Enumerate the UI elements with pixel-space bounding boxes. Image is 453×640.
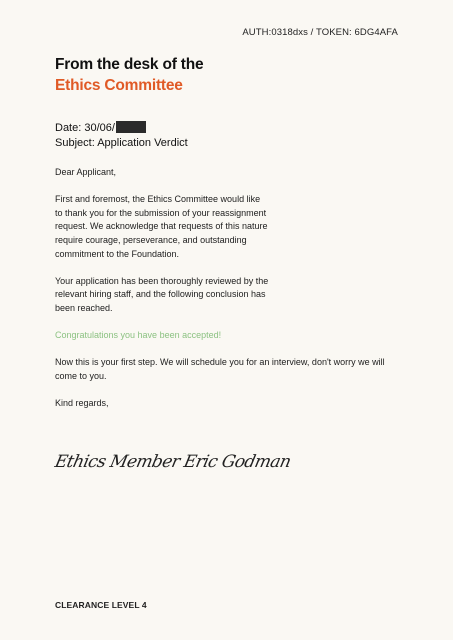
date-text: Date: 30/06/ [55, 122, 115, 134]
closing: Kind regards, [55, 398, 109, 409]
letterhead-line-2: Ethics Committee [55, 77, 183, 94]
salutation: Dear Applicant, [55, 167, 117, 177]
paragraph-review: Your application has been thoroughly reviewed by the relevant hiring staff, and the following conclusion has been reached. [55, 275, 269, 313]
paragraph-next-step: Now this is your first step. We will schedule you for an interview, don't worry we will come to you. [55, 357, 385, 381]
signature: Ethics Member Eric Godman [53, 452, 293, 472]
redacted-year-block [116, 121, 146, 133]
date-line [55, 121, 188, 136]
paragraph-thanks: First and foremost, the Ethics Committee would like to thank you for the submission of your reassignment request. We acknowledge that requests of this nature require courage, perseverance, and outstanding commitment to the Foundation. [55, 194, 268, 259]
verdict-text: Congratulations you have been accepted! [55, 330, 222, 341]
letterhead [55, 55, 415, 97]
subject-line: Subject: Application Verdict [55, 137, 188, 149]
letter-body [55, 166, 395, 424]
letter-meta [55, 121, 188, 151]
letterhead-line-1: From the desk of the [55, 56, 204, 73]
auth-token-line: AUTH:0318dxs / TOKEN: 6DG4AFA [242, 27, 398, 38]
clearance-level: CLEARANCE LEVEL 4 [55, 600, 147, 610]
